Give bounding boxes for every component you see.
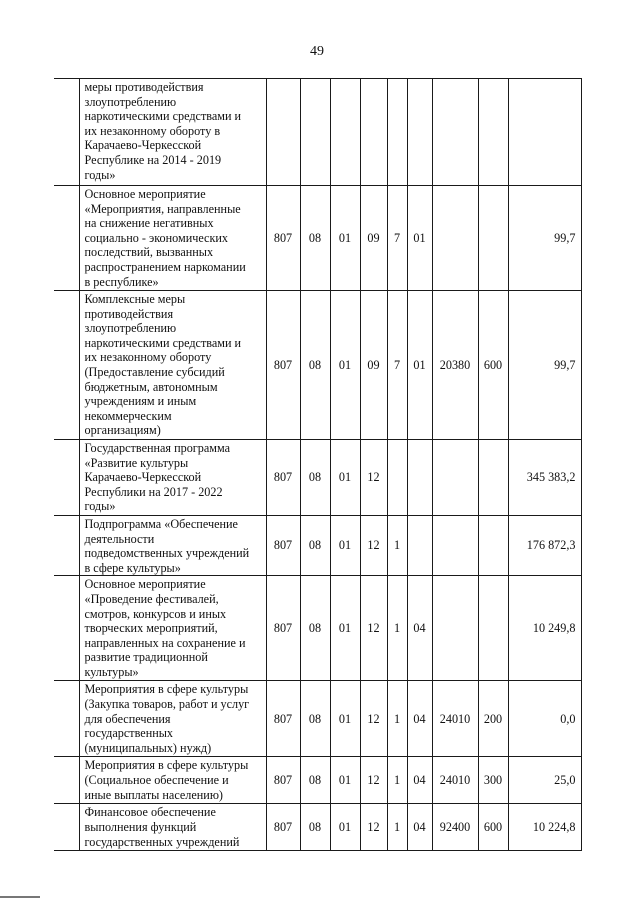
subsection-code-cell: 01 bbox=[330, 516, 360, 576]
row-name-cell: Мероприятия в сфере культуры (Социальное обеспечение и иные выплаты населению) bbox=[79, 757, 266, 804]
subprogram-code-cell: 1 bbox=[387, 576, 407, 681]
gr-code-cell: 807 bbox=[266, 757, 300, 804]
row-number-cell bbox=[54, 291, 79, 440]
table-row bbox=[54, 576, 581, 681]
subsection-code-cell: 01 bbox=[330, 576, 360, 681]
amount-cell: 10 249,8 bbox=[508, 576, 581, 681]
gr-code-cell: 807 bbox=[266, 186, 300, 291]
subprogram-code-cell: 7 bbox=[387, 186, 407, 291]
subprogram-code-cell: 1 bbox=[387, 681, 407, 757]
direction-code-cell: 24010 bbox=[432, 757, 478, 804]
row-name-cell: Государственная программа «Развитие культуры Карачаево-Черкесской Республики на 2017 - 2022 годы» bbox=[79, 440, 266, 516]
event-code-cell bbox=[407, 516, 432, 576]
expense-type-cell bbox=[478, 79, 508, 186]
section-code-cell: 08 bbox=[300, 681, 330, 757]
program-code-cell: 12 bbox=[360, 440, 387, 516]
section-code-cell: 08 bbox=[300, 291, 330, 440]
gr-code-cell: 807 bbox=[266, 576, 300, 681]
program-code-cell: 12 bbox=[360, 576, 387, 681]
row-name-cell: Мероприятия в сфере культуры (Закупка товаров, работ и услуг для обеспечения государственных (муниципальных) нужд) bbox=[79, 681, 266, 757]
direction-code-cell: 24010 bbox=[432, 681, 478, 757]
expense-type-cell bbox=[478, 576, 508, 681]
row-number-cell bbox=[54, 440, 79, 516]
amount-cell: 25,0 bbox=[508, 757, 581, 804]
section-code-cell: 08 bbox=[300, 576, 330, 681]
expense-type-cell: 200 bbox=[478, 681, 508, 757]
subsection-code-cell: 01 bbox=[330, 804, 360, 851]
subprogram-code-cell bbox=[387, 440, 407, 516]
amount-cell bbox=[508, 79, 581, 186]
program-code-cell: 12 bbox=[360, 804, 387, 851]
expense-type-cell bbox=[478, 186, 508, 291]
row-name-cell: Основное мероприятие «Проведение фестивалей, смотров, конкурсов и иных творческих мероприятий, направленных на сохранение и развитие традиционной культуры» bbox=[79, 576, 266, 681]
expense-type-cell bbox=[478, 440, 508, 516]
subsection-code-cell: 01 bbox=[330, 681, 360, 757]
section-code-cell: 08 bbox=[300, 757, 330, 804]
direction-code-cell bbox=[432, 186, 478, 291]
event-code-cell: 04 bbox=[407, 804, 432, 851]
program-code-cell: 12 bbox=[360, 516, 387, 576]
gr-code-cell: 807 bbox=[266, 516, 300, 576]
subprogram-code-cell: 1 bbox=[387, 516, 407, 576]
amount-cell: 0,0 bbox=[508, 681, 581, 757]
page-number: 49 bbox=[310, 44, 324, 59]
table-row bbox=[54, 440, 581, 516]
row-number-cell bbox=[54, 79, 79, 186]
event-code-cell: 04 bbox=[407, 576, 432, 681]
gr-code-cell: 807 bbox=[266, 804, 300, 851]
subsection-code-cell: 01 bbox=[330, 186, 360, 291]
row-name-cell: Финансовое обеспечение выполнения функций государственных учреждений bbox=[79, 804, 266, 851]
row-name-cell: Основное мероприятие «Мероприятия, направленные на снижение негативных социально - экономических последствий, вызванных распространением наркомании в республике» bbox=[79, 186, 266, 291]
subprogram-code-cell: 7 bbox=[387, 291, 407, 440]
event-code-cell: 04 bbox=[407, 681, 432, 757]
budget-table bbox=[54, 78, 582, 851]
subprogram-code-cell: 1 bbox=[387, 757, 407, 804]
event-code-cell bbox=[407, 440, 432, 516]
event-code-cell bbox=[407, 79, 432, 186]
row-number-cell bbox=[54, 516, 79, 576]
section-code-cell: 08 bbox=[300, 804, 330, 851]
row-number-cell bbox=[54, 576, 79, 681]
direction-code-cell bbox=[432, 440, 478, 516]
event-code-cell: 01 bbox=[407, 291, 432, 440]
program-code-cell bbox=[360, 79, 387, 186]
section-code-cell bbox=[300, 79, 330, 186]
table-row bbox=[54, 681, 581, 757]
expense-type-cell: 600 bbox=[478, 291, 508, 440]
amount-cell: 345 383,2 bbox=[508, 440, 581, 516]
expense-type-cell bbox=[478, 516, 508, 576]
gr-code-cell: 807 bbox=[266, 291, 300, 440]
subsection-code-cell: 01 bbox=[330, 440, 360, 516]
program-code-cell: 12 bbox=[360, 757, 387, 804]
row-name-cell: Подпрограмма «Обеспечение деятельности подведомственных учреждений в сфере культуры» bbox=[79, 516, 266, 576]
table-row bbox=[54, 804, 581, 851]
table-row bbox=[54, 757, 581, 804]
subsection-code-cell: 01 bbox=[330, 757, 360, 804]
amount-cell: 99,7 bbox=[508, 291, 581, 440]
table-row bbox=[54, 291, 581, 440]
table-row bbox=[54, 186, 581, 291]
subprogram-code-cell: 1 bbox=[387, 804, 407, 851]
section-code-cell: 08 bbox=[300, 516, 330, 576]
subprogram-code-cell bbox=[387, 79, 407, 186]
gr-code-cell: 807 bbox=[266, 440, 300, 516]
event-code-cell: 01 bbox=[407, 186, 432, 291]
section-code-cell: 08 bbox=[300, 186, 330, 291]
direction-code-cell bbox=[432, 576, 478, 681]
direction-code-cell bbox=[432, 79, 478, 186]
table-row bbox=[54, 516, 581, 576]
gr-code-cell bbox=[266, 79, 300, 186]
gr-code-cell: 807 bbox=[266, 681, 300, 757]
program-code-cell: 09 bbox=[360, 186, 387, 291]
direction-code-cell bbox=[432, 516, 478, 576]
row-name-cell: Комплексные меры противодействия злоупотреблению наркотическими средствами и их незаконному обороту (Предоставление субсидий бюджетным, автономным учреждениям и иным некоммерческим организациям) bbox=[79, 291, 266, 440]
row-number-cell bbox=[54, 804, 79, 851]
subsection-code-cell bbox=[330, 79, 360, 186]
event-code-cell: 04 bbox=[407, 757, 432, 804]
expense-type-cell: 300 bbox=[478, 757, 508, 804]
program-code-cell: 12 bbox=[360, 681, 387, 757]
amount-cell: 99,7 bbox=[508, 186, 581, 291]
direction-code-cell: 20380 bbox=[432, 291, 478, 440]
row-number-cell bbox=[54, 186, 79, 291]
table-row bbox=[54, 79, 581, 186]
page-edge-rule bbox=[0, 896, 40, 898]
row-name-cell: меры противодействия злоупотреблению наркотическими средствами и их незаконному обороту в Карачаево-Черкесской Республике на 2014 - 2019 годы» bbox=[79, 79, 266, 186]
subsection-code-cell: 01 bbox=[330, 291, 360, 440]
row-number-cell bbox=[54, 681, 79, 757]
direction-code-cell: 92400 bbox=[432, 804, 478, 851]
amount-cell: 176 872,3 bbox=[508, 516, 581, 576]
expense-type-cell: 600 bbox=[478, 804, 508, 851]
program-code-cell: 09 bbox=[360, 291, 387, 440]
section-code-cell: 08 bbox=[300, 440, 330, 516]
row-number-cell bbox=[54, 757, 79, 804]
amount-cell: 10 224,8 bbox=[508, 804, 581, 851]
